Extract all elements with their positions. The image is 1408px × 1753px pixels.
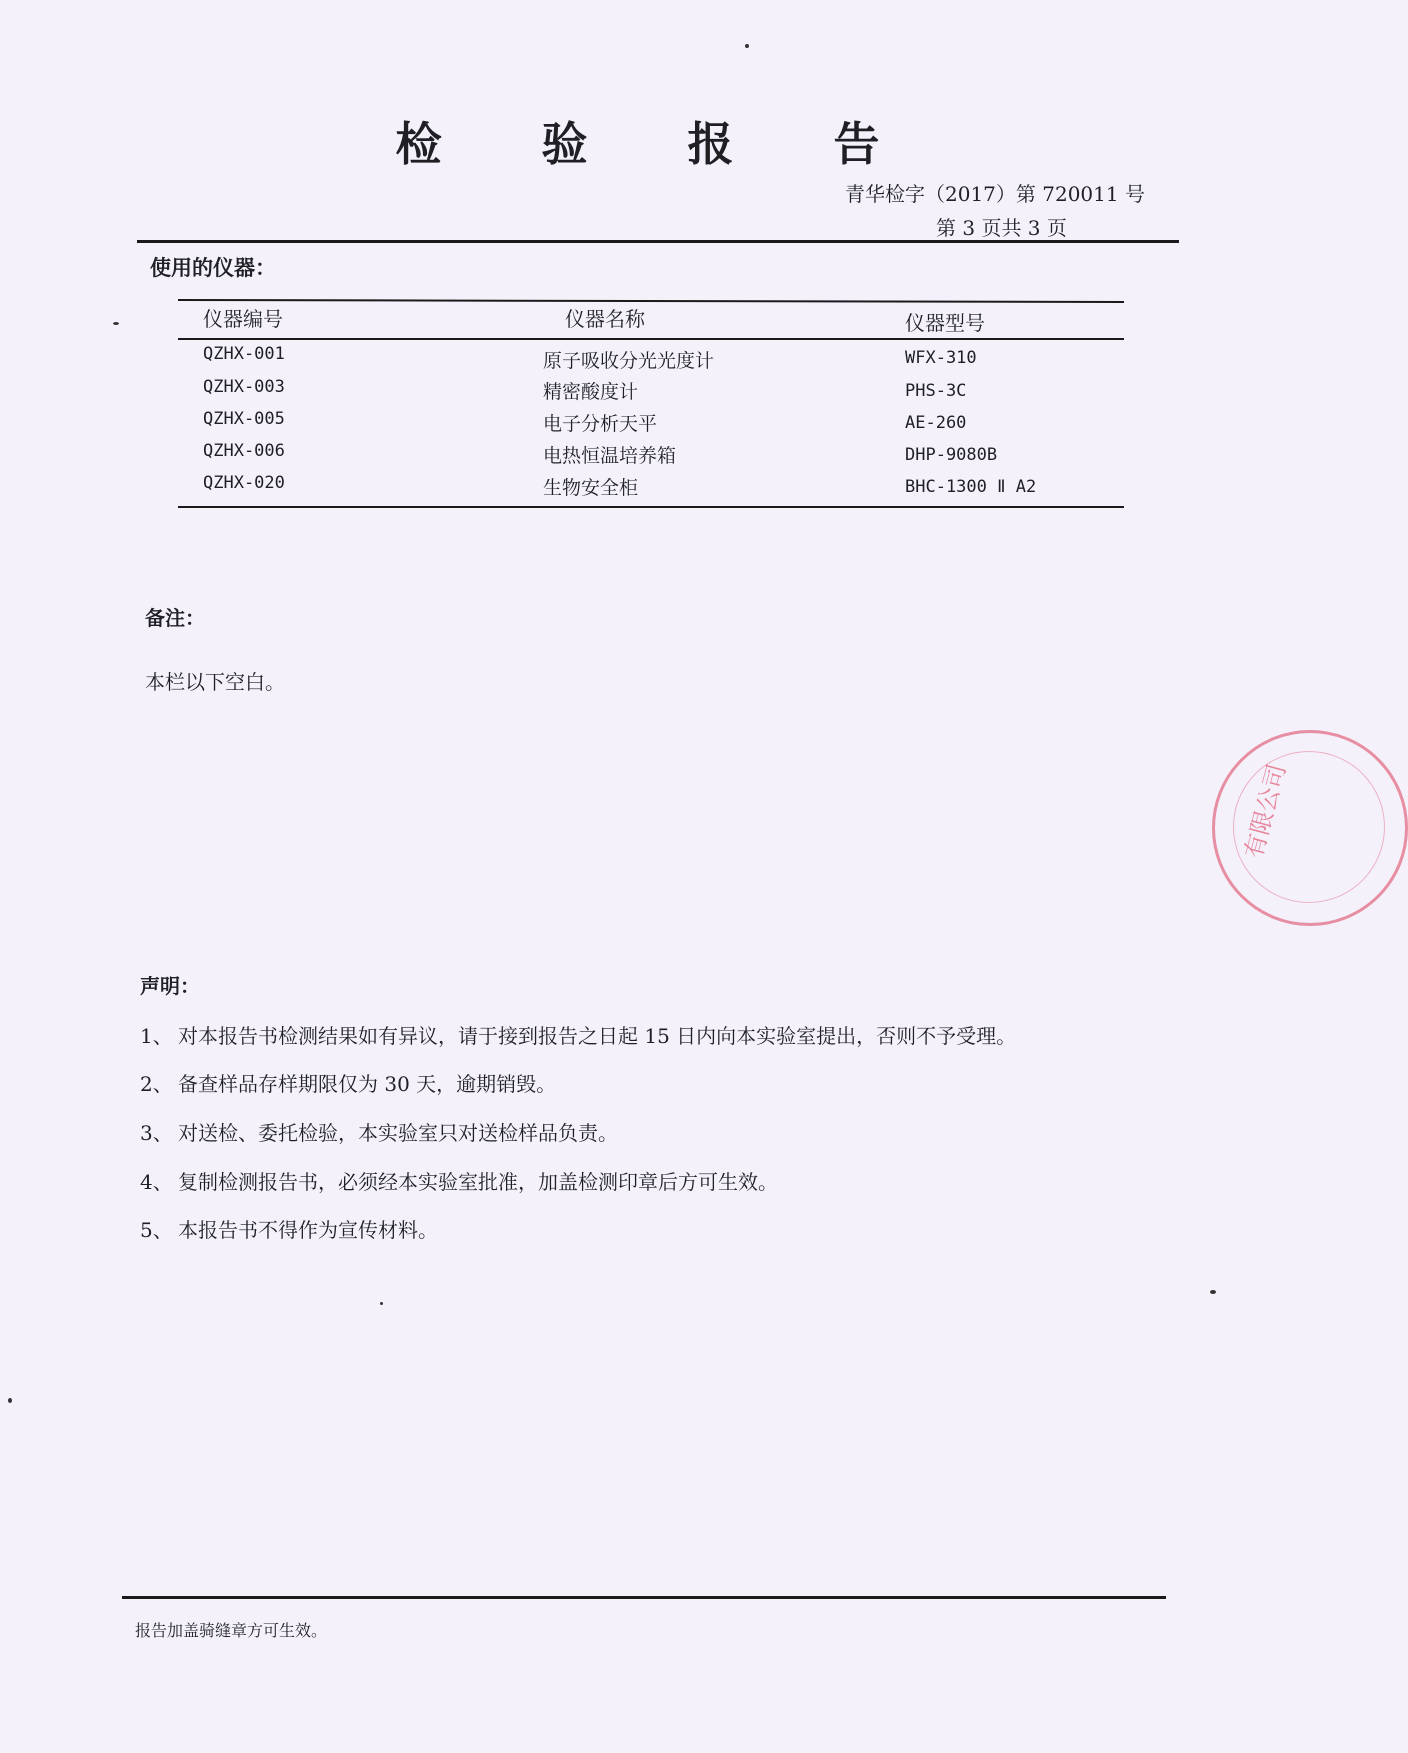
instrument-model: AE-260 [905,413,967,433]
instrument-id: QZHX-003 [203,377,285,397]
seal-text: 有限公司 [1239,761,1292,862]
page-title: 检 验 报 告 [395,117,922,171]
instrument-name: 电热恒温培养箱 [543,445,677,467]
column-header-id: 仪器编号 [203,307,283,331]
declaration-label: 声明： [140,974,200,998]
declaration-text: 对本报告书检测结果如有异议，请于接到报告之日起 15 日内向本实验室提出，否则不予受理。 [178,1024,1017,1048]
declaration-item [140,1117,618,1146]
column-header-name: 仪器名称 [565,307,645,331]
header-divider [137,240,1179,243]
declaration-text: 对送检、委托检验，本实验室只对送检样品负责。 [178,1121,618,1145]
scan-speck [1210,1290,1216,1294]
instrument-id: QZHX-020 [203,473,285,493]
instrument-model: PHS-3C [905,381,967,401]
report-number: 青华检字（2017）第 720011 号 [845,182,1145,206]
table-row [178,409,1124,441]
instrument-model: WFX-310 [905,348,977,368]
declaration-number: 2、 [140,1072,173,1096]
declaration-item [140,1166,778,1195]
table-row [178,377,1124,409]
scan-speck [113,322,119,325]
instrument-model: DHP-9080B [905,445,998,465]
declaration-text: 本报告书不得作为宣传材料。 [178,1218,438,1242]
declaration-text: 备查样品存样期限仅为 30 天，逾期销毁。 [178,1072,557,1096]
table-row [178,473,1124,505]
instrument-model: BHC-1300 Ⅱ A2 [905,477,1037,497]
instrument-id: QZHX-005 [203,409,285,429]
remarks-label: 备注： [145,606,205,630]
declaration-number: 4、 [140,1170,173,1194]
declaration-item [140,1020,1016,1049]
declaration-number: 5、 [140,1218,173,1242]
scan-speck [745,44,749,48]
declaration-number: 3、 [140,1121,173,1145]
instruments-label: 使用的仪器： [150,255,276,280]
declaration-number: 1、 [140,1024,173,1048]
footer-divider [122,1596,1166,1599]
page-indicator: 第 3 页共 3 页 [936,216,1067,240]
footer-note: 报告加盖骑缝章方可生效。 [135,1621,328,1640]
table-row [178,344,1124,376]
instrument-name: 电子分析天平 [543,413,658,435]
remarks-text: 本栏以下空白。 [145,670,285,694]
instrument-id: QZHX-006 [203,441,285,461]
instruments-table-header [178,303,1124,335]
scan-speck [380,1302,383,1305]
table-bottom-rule [178,506,1124,508]
column-header-model: 仪器型号 [905,311,985,335]
table-row [178,441,1124,473]
instrument-name: 精密酸度计 [543,381,639,403]
table-header-rule [178,338,1124,340]
instrument-name: 原子吸收分光光度计 [543,350,715,372]
seal-stamp [1212,730,1408,926]
scan-speck [8,1398,12,1403]
declaration-item [140,1214,438,1243]
declaration-text: 复制检测报告书，必须经本实验室批准，加盖检测印章后方可生效。 [178,1170,778,1194]
instrument-name: 生物安全柜 [543,477,639,499]
instrument-id: QZHX-001 [203,344,285,364]
declaration-item [140,1068,556,1097]
